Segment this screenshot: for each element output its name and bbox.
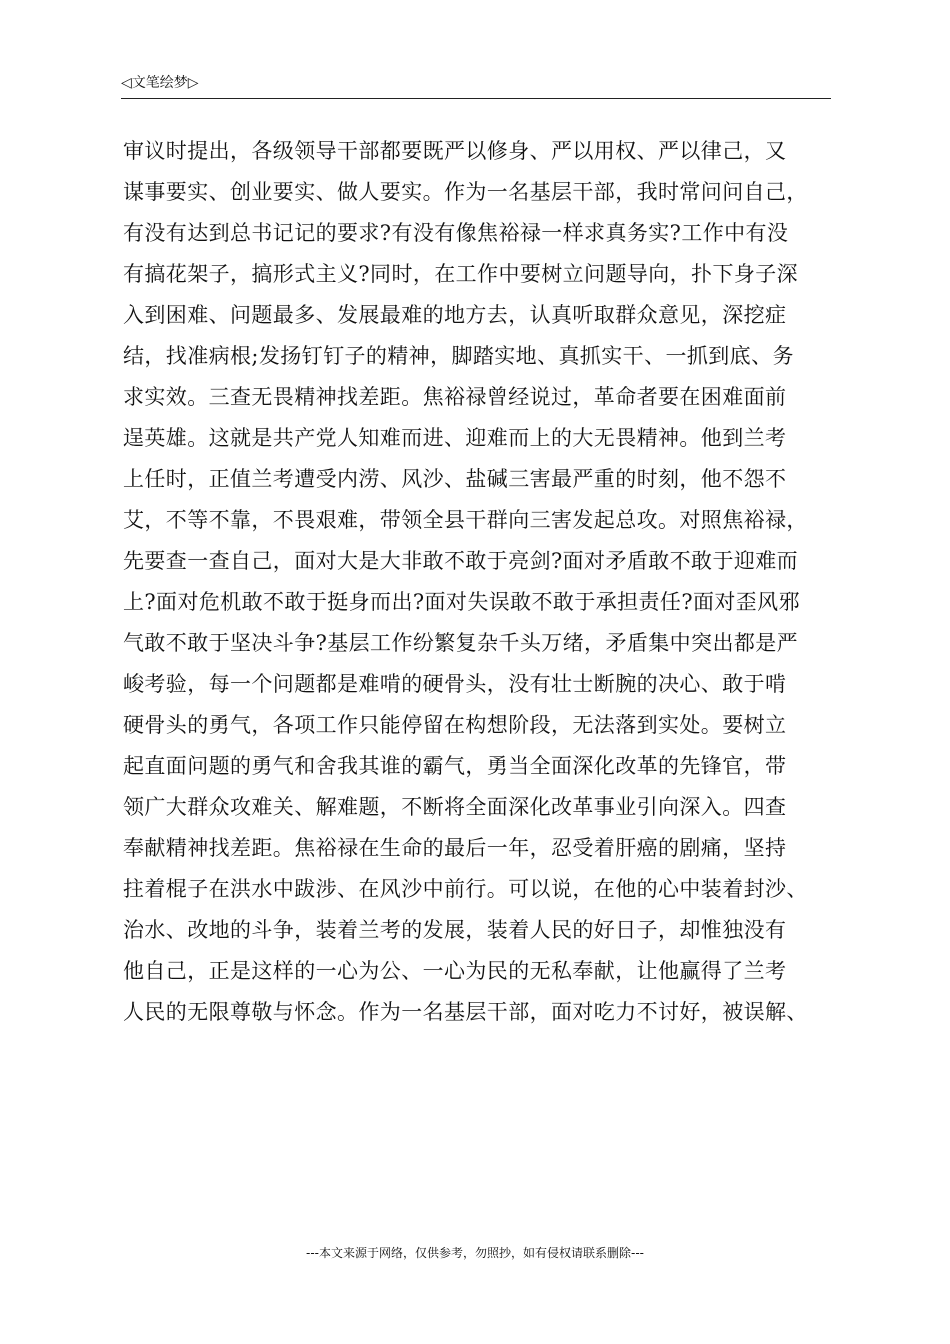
text-line: 审议时提出，各级领导干部都要既严以修身、严以用权、严以律己，又 (123, 139, 787, 163)
text-line: 他自己，正是这样的一心为公、一心为民的无私奉献，让他赢得了兰考 (123, 959, 787, 983)
text-line: 治水、改地的斗争，装着兰考的发展，装着人民的好日子，却惟独没有 (123, 918, 787, 942)
text-line: 求实效。三查无畏精神找差距。焦裕禄曾经说过，革命者要在困难面前 (123, 385, 787, 409)
text-line: 拄着棍子在洪水中跋涉、在风沙中前行。可以说，在他的心中装着封沙、 (123, 877, 808, 901)
text-line: 人民的无限尊敬与怀念。作为一名基层干部，面对吃力不讨好，被误解、 (123, 1000, 808, 1024)
text-line: 有没有达到总书记记的要求?有没有像焦裕禄一样求真务实?工作中有没 (123, 221, 789, 245)
text-line: 奉献精神找差距。焦裕禄在生命的最后一年，忍受着肝癌的剧痛，坚持 (123, 836, 787, 860)
text-line: 结，找准病根;发扬钉钉子的精神，脚踏实地、真抓实干、一抓到底、务 (123, 344, 794, 368)
text-line: 领广大群众攻难关、解难题，不断将全面深化改革事业引向深入。四查 (123, 795, 787, 819)
text-line: 先要查一查自己，面对大是大非敢不敢于亮剑?面对矛盾敢不敢于迎难而 (123, 549, 799, 573)
text-line: 有搞花架子，搞形式主义?同时，在工作中要树立问题导向，扑下身子深 (123, 262, 799, 286)
header-brand: ◁文笔绘梦▷ (121, 75, 199, 91)
text-line: 逞英雄。这就是共产党人知难而进、迎难而上的大无畏精神。他到兰考 (123, 426, 787, 450)
text-line: 起直面问题的勇气和舍我其谁的霸气，勇当全面深化改革的先锋官，带 (123, 754, 787, 778)
text-line: 艾，不等不靠，不畏艰难，带领全县干群向三害发起总攻。对照焦裕禄， (123, 508, 808, 532)
text-line: 硬骨头的勇气，各项工作只能停留在构想阶段，无法落到实处。要树立 (123, 713, 787, 737)
footer-disclaimer: ---本文来源于网络，仅供参考，勿照抄，如有侵权请联系删除--- (306, 1246, 644, 1260)
body-text (123, 131, 835, 1033)
text-line: 上任时，正值兰考遭受内涝、风沙、盐碱三害最严重的时刻，他不怨不 (123, 467, 787, 491)
text-line: 上?面对危机敢不敢于挺身而出?面对失误敢不敢于承担责任?面对歪风邪 (123, 590, 800, 614)
text-line: 气敢不敢于坚决斗争?基层工作纷繁复杂千头万绪，矛盾集中突出都是严 (123, 631, 799, 655)
text-line: 入到困难、问题最多、发展最难的地方去，认真听取群众意见，深挖症 (123, 303, 787, 327)
page-header (121, 72, 831, 99)
text-line: 谋事要实、创业要实、做人要实。作为一名基层干部，我时常问问自己， (123, 180, 808, 204)
text-line: 峻考验，每一个问题都是难啃的硬骨头，没有壮士断腕的决心、敢于啃 (123, 672, 787, 696)
